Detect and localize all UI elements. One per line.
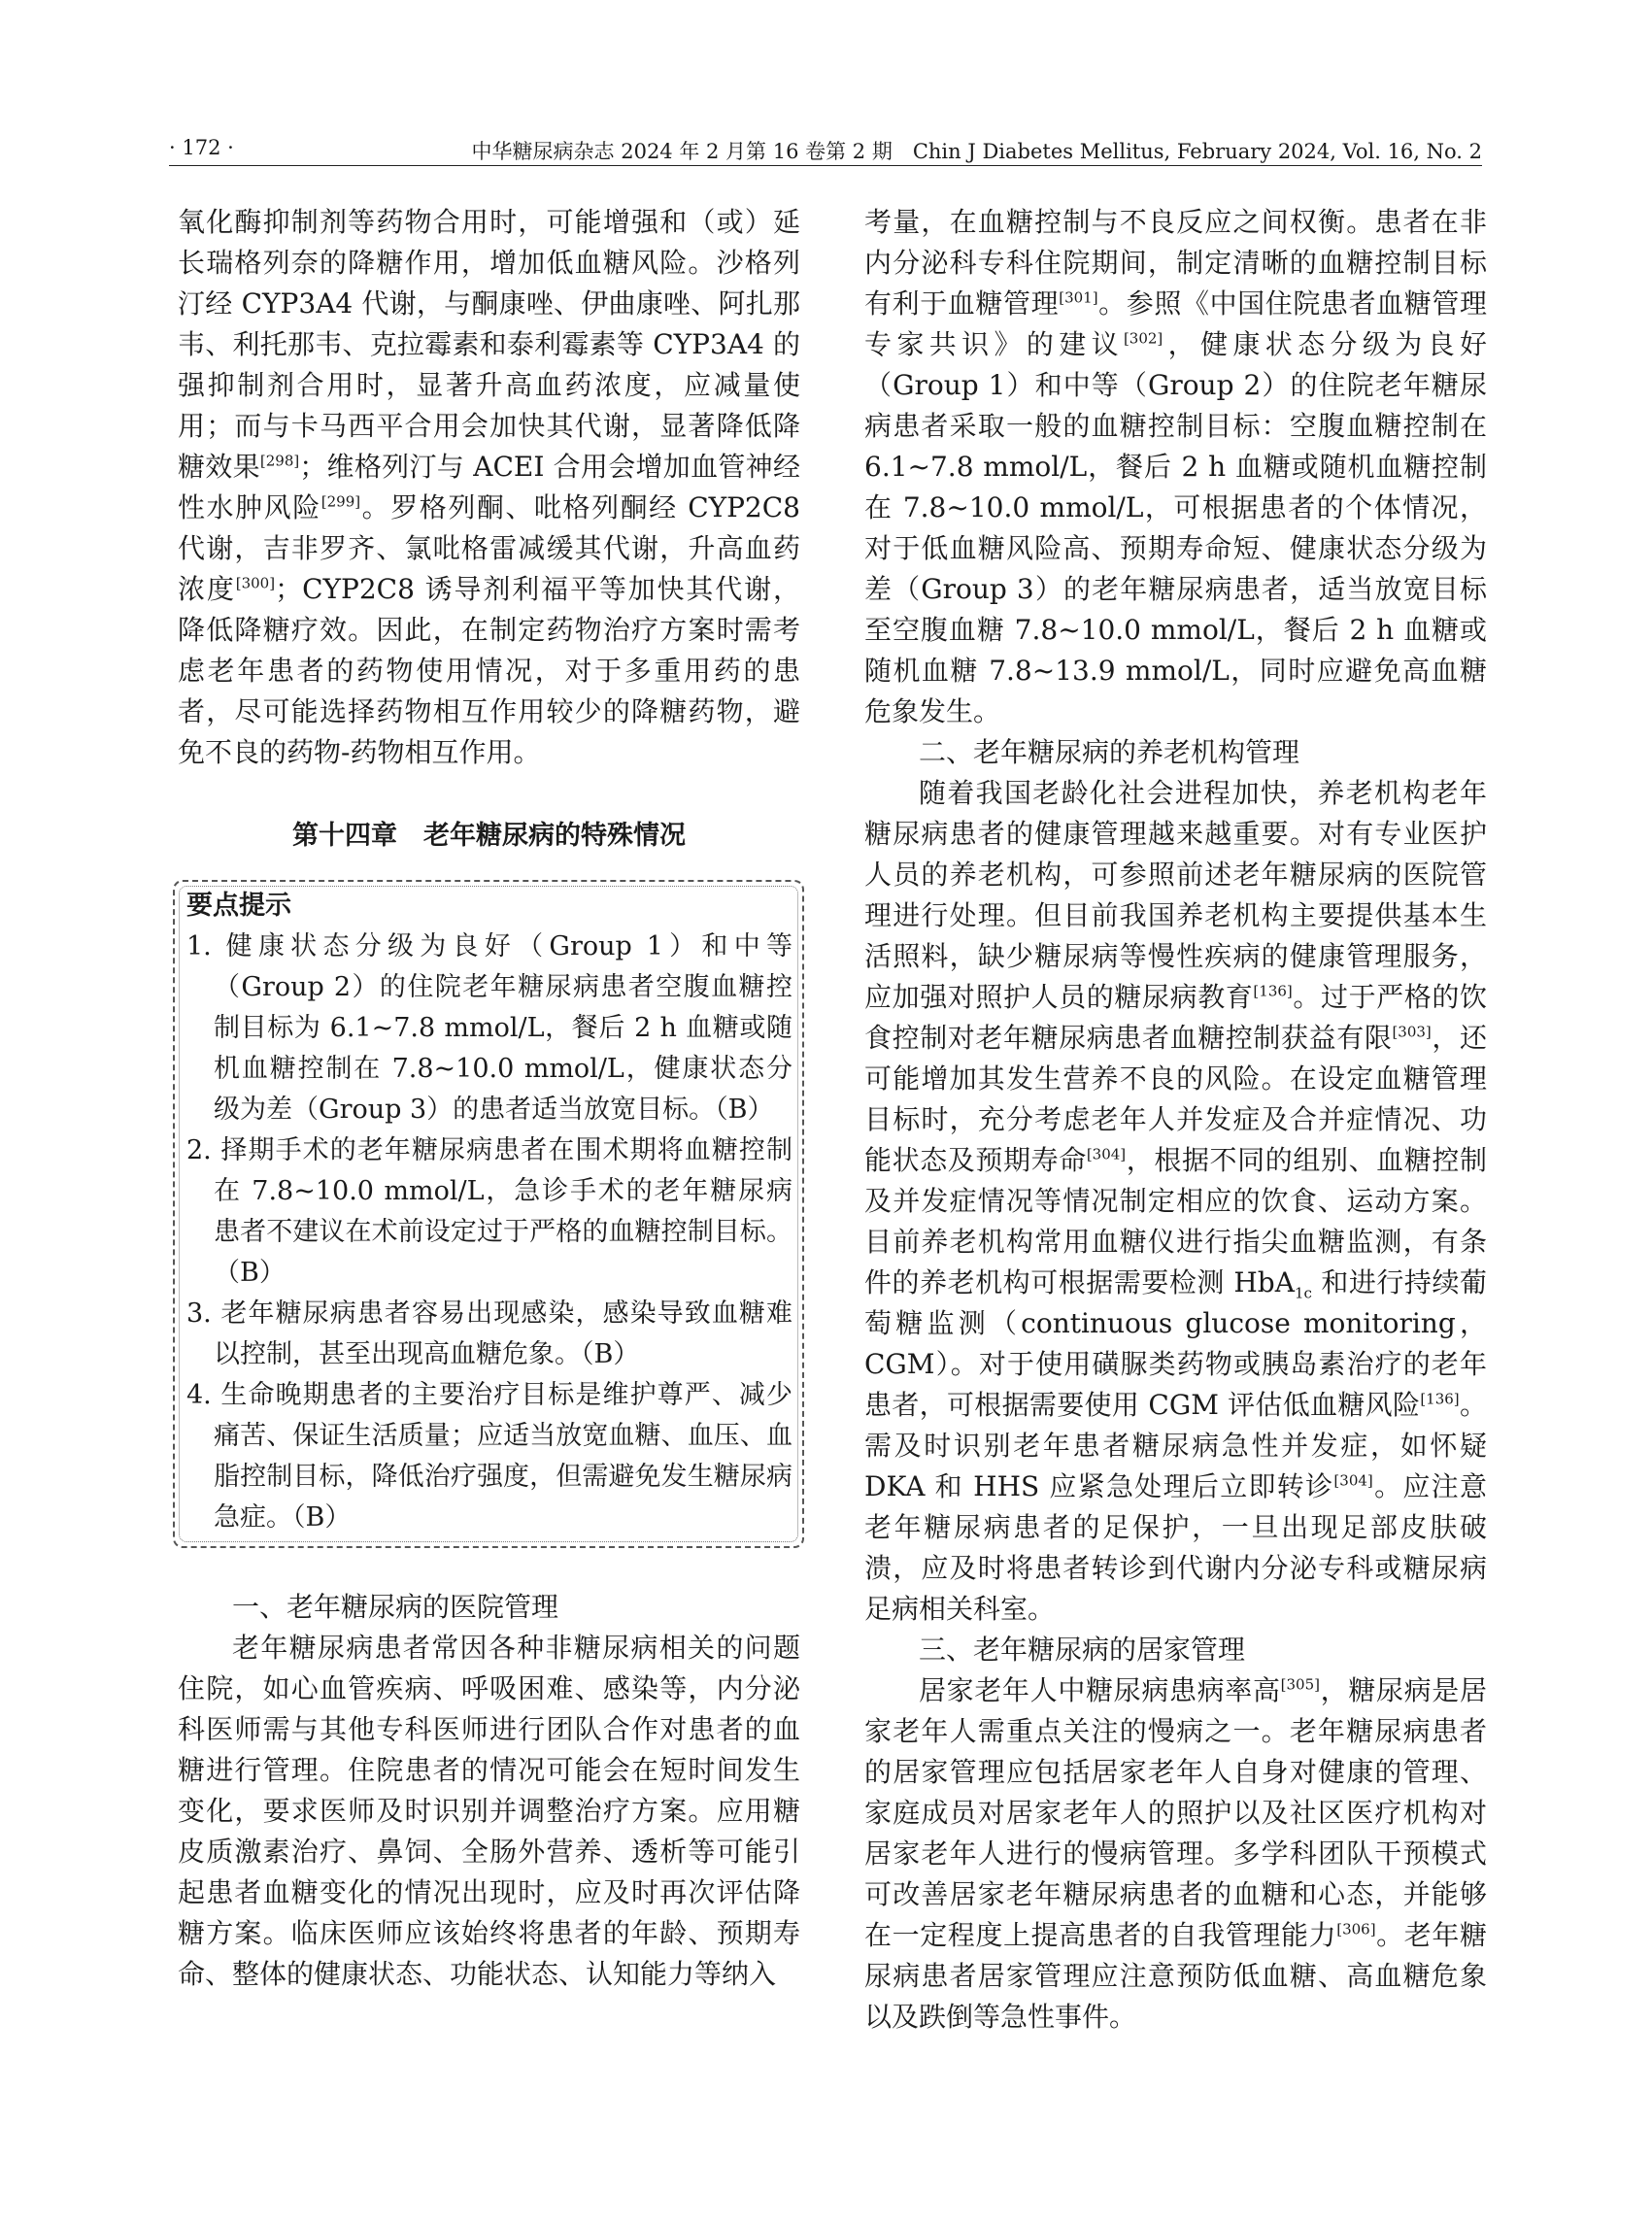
citation-ref[interactable]: [136] [1420, 1390, 1460, 1408]
key-point-item: 3. 老年糖尿病患者容易出现感染，感染导致血糖难以控制，甚至出现高血糖危象。（B） [186, 1298, 792, 1369]
journal-citation: 中华糖尿病杂志 2024 年 2 月第 16 卷第 2 期 Chin J Diabetes Mellitus, February 2024, Vol. 16, No. 2 [471, 140, 1482, 163]
citation-ref[interactable]: [302] [1123, 329, 1163, 348]
key-point-item: 1. 健康状态分级为良好（Group 1）和中等（Group 2）的住院老年糖尿病患者空腹血糖控制目标为 6.1~7.8 mmol/L，餐后 2 h 血糖或随机血糖控制在 7.8~10.0 mmol/L，健康状态分级为差（Group 3）的患者适当放宽目标。（B） [186, 931, 792, 1125]
page-number: · 172 · [169, 136, 234, 159]
paragraph-glucose-targets: 考量，在血糖控制与不良反应之间权衡。患者在非内分泌科专科住院期间，制定清晰的血糖控制目标有利于血糖管理[301]。参照《中国住院患者血糖管理专家共识》的建议[302]，健康状态分级为良好（Group 1）和中等（Group 2）的住院老年糖尿病患者采取一般的血糖控制目标：空腹血糖控制在 6.1~7.8 mmol/L，餐后 2 h 血糖或随机血糖控制在 7.8~10.0 mmol/L，可根据患者的个体情况，对于低血糖风险高、预期寿命短、健康状态分级为差（Group 3）的老年糖尿病患者，适当放宽目标至空腹血糖 7.8~10.0 mmol/L，餐后 2 h 血糖或随机血糖 7.8~13.9 mmol/L，同时应避免高血糖危象发生。 [864, 206, 1487, 727]
key-point-item: 2. 择期手术的老年糖尿病患者在围术期将血糖控制在 7.8~10.0 mmol/L，急诊手术的老年糖尿病患者不建议在术前设定过于严格的血糖控制目标。（B） [186, 1135, 792, 1288]
paragraph-home-care: 居家老年人中糖尿病患病率高[305]，糖尿病是居家老年人需重点关注的慢病之一。老年糖尿病患者的居家管理应包括居家老年人自身对健康的管理、家庭成员对居家老年人的照护以及社区医疗机构对居家老年人进行的慢病管理。多学科团队干预模式可改善居家老年糖尿病患者的血糖和心态，并能够在一定程度上提高患者的自我管理能力[306]。老年糖尿病患者居家管理应注意预防低血糖、高血糖危象以及跌倒等急性事件。 [864, 1674, 1487, 2033]
paragraph-drug-interactions: 氧化酶抑制剂等药物合用时，可能增强和（或）延长瑞格列奈的降糖作用，增加低血糖风险。沙格列汀经 CYP3A4 代谢，与酮康唑、伊曲康唑、阿扎那韦、利托那韦、克拉霉素和泰利霉素等 CYP3A4 的强抑制剂合用时，显著升高血药浓度，应减量使用；而与卡马西平合用会加快其代谢，显著降低降糖效果[298]；维格列汀与 ACEI 合用会增加血管神经性水肿风险[299]。罗格列酮、吡格列酮经 CYP2C8 代谢，吉非罗齐、氯吡格雷减缓其代谢，升高血药浓度[300]；CYP2C8 诱导剂利福平等加快其代谢，降低降糖疗效。因此，在制定药物治疗方案时需考虑老年患者的药物使用情况，对于多重用药的患者，尽可能选择药物相互作用较少的降糖药物，避免不良的药物-药物相互作用。 [178, 206, 800, 768]
citation-ref[interactable]: [298] [259, 452, 300, 470]
section-heading: 二、老年糖尿病的养老机构管理 [919, 736, 1300, 768]
paragraph-hospital-management: 老年糖尿病患者常因各种非糖尿病相关的问题住院，如心血管疾病、呼吸困难、感染等，内分泌科医师需与其他专科医师进行团队合作对患者的血糖进行管理。住院患者的情况可能会在短时间发生变化，要求医师及时识别并调整治疗方案。应用糖皮质激素治疗、鼻饲、全肠外营养、透析等可能引起患者血糖变化的情况出现时，应及时再次评估降糖方案。临床医师应该始终将患者的年龄、预期寿命、整体的健康状态、功能状态、认知能力等纳入 [178, 1632, 800, 1990]
citation-ref[interactable]: [136] [1253, 982, 1293, 1000]
citation-ref[interactable]: [305] [1280, 1675, 1320, 1694]
key-points-title: 要点提示 [186, 891, 291, 921]
key-points-box [173, 880, 804, 1548]
citation-ref[interactable]: [304] [1086, 1145, 1127, 1163]
citation-ref[interactable]: [299] [320, 492, 361, 511]
section-heading: 三、老年糖尿病的居家管理 [919, 1634, 1246, 1666]
section-heading: 一、老年糖尿病的医院管理 [232, 1591, 559, 1623]
paragraph-nursing-home: 随着我国老龄化社会进程加快，养老机构老年糖尿病患者的健康管理越来越重要。对有专业医护人员的养老机构，可参照前述老年糖尿病的医院管理进行处理。但目前我国养老机构主要提供基本生活照料，缺少糖尿病等慢性疾病的健康管理服务，应加强对照护人员的糖尿病教育[136]。过于严格的饮食控制对老年糖尿病患者血糖控制获益有限[303]，还可能增加其发生营养不良的风险。在设定血糖管理目标时，充分考虑老年人并发症及合并症情况、功能状态及预期寿命[304]，根据不同的组别、血糖控制及并发症情况等情况制定相应的饮食、运动方案。目前养老机构常用血糖仪进行指尖血糖监测，有条件的养老机构可根据需要检测 HbA$_{1c}$ 和进行持续葡萄糖监测（continuous glucose monitoring，CGM）。对于使用磺脲类药物或胰岛素治疗的老年患者，可根据需要使用 CGM 评估低血糖风险[136]。需及时识别老年患者糖尿病急性并发症，如怀疑 DKA 和 HHS 应紧急处理后立即转诊[304]。应注意老年糖尿病患者的足保护，一旦出现足部皮肤破溃，应及时将患者转诊到代谢内分泌专科或糖尿病足病相关科室。 [864, 777, 1487, 1625]
chapter-title: 第十四章 老年糖尿病的特殊情况 [292, 821, 686, 851]
key-point-item: 4. 生命晚期患者的主要治疗目标是维护尊严、减少痛苦、保证生活质量；应适当放宽血糖、血压、血脂控制目标，降低治疗强度，但需避免发生糖尿病急症。（B） [186, 1380, 792, 1533]
citation-ref[interactable]: [301] [1059, 288, 1098, 307]
citation-ref[interactable]: [300] [235, 574, 276, 592]
left-column [178, 202, 800, 1995]
citation-ref[interactable]: [303] [1392, 1023, 1432, 1041]
running-header [169, 132, 1482, 166]
hba1c-subscript: 1c [1294, 1284, 1312, 1302]
citation-ref[interactable]: [306] [1336, 1920, 1376, 1938]
citation-ref[interactable]: [304] [1333, 1471, 1373, 1490]
right-column [864, 202, 1487, 2038]
